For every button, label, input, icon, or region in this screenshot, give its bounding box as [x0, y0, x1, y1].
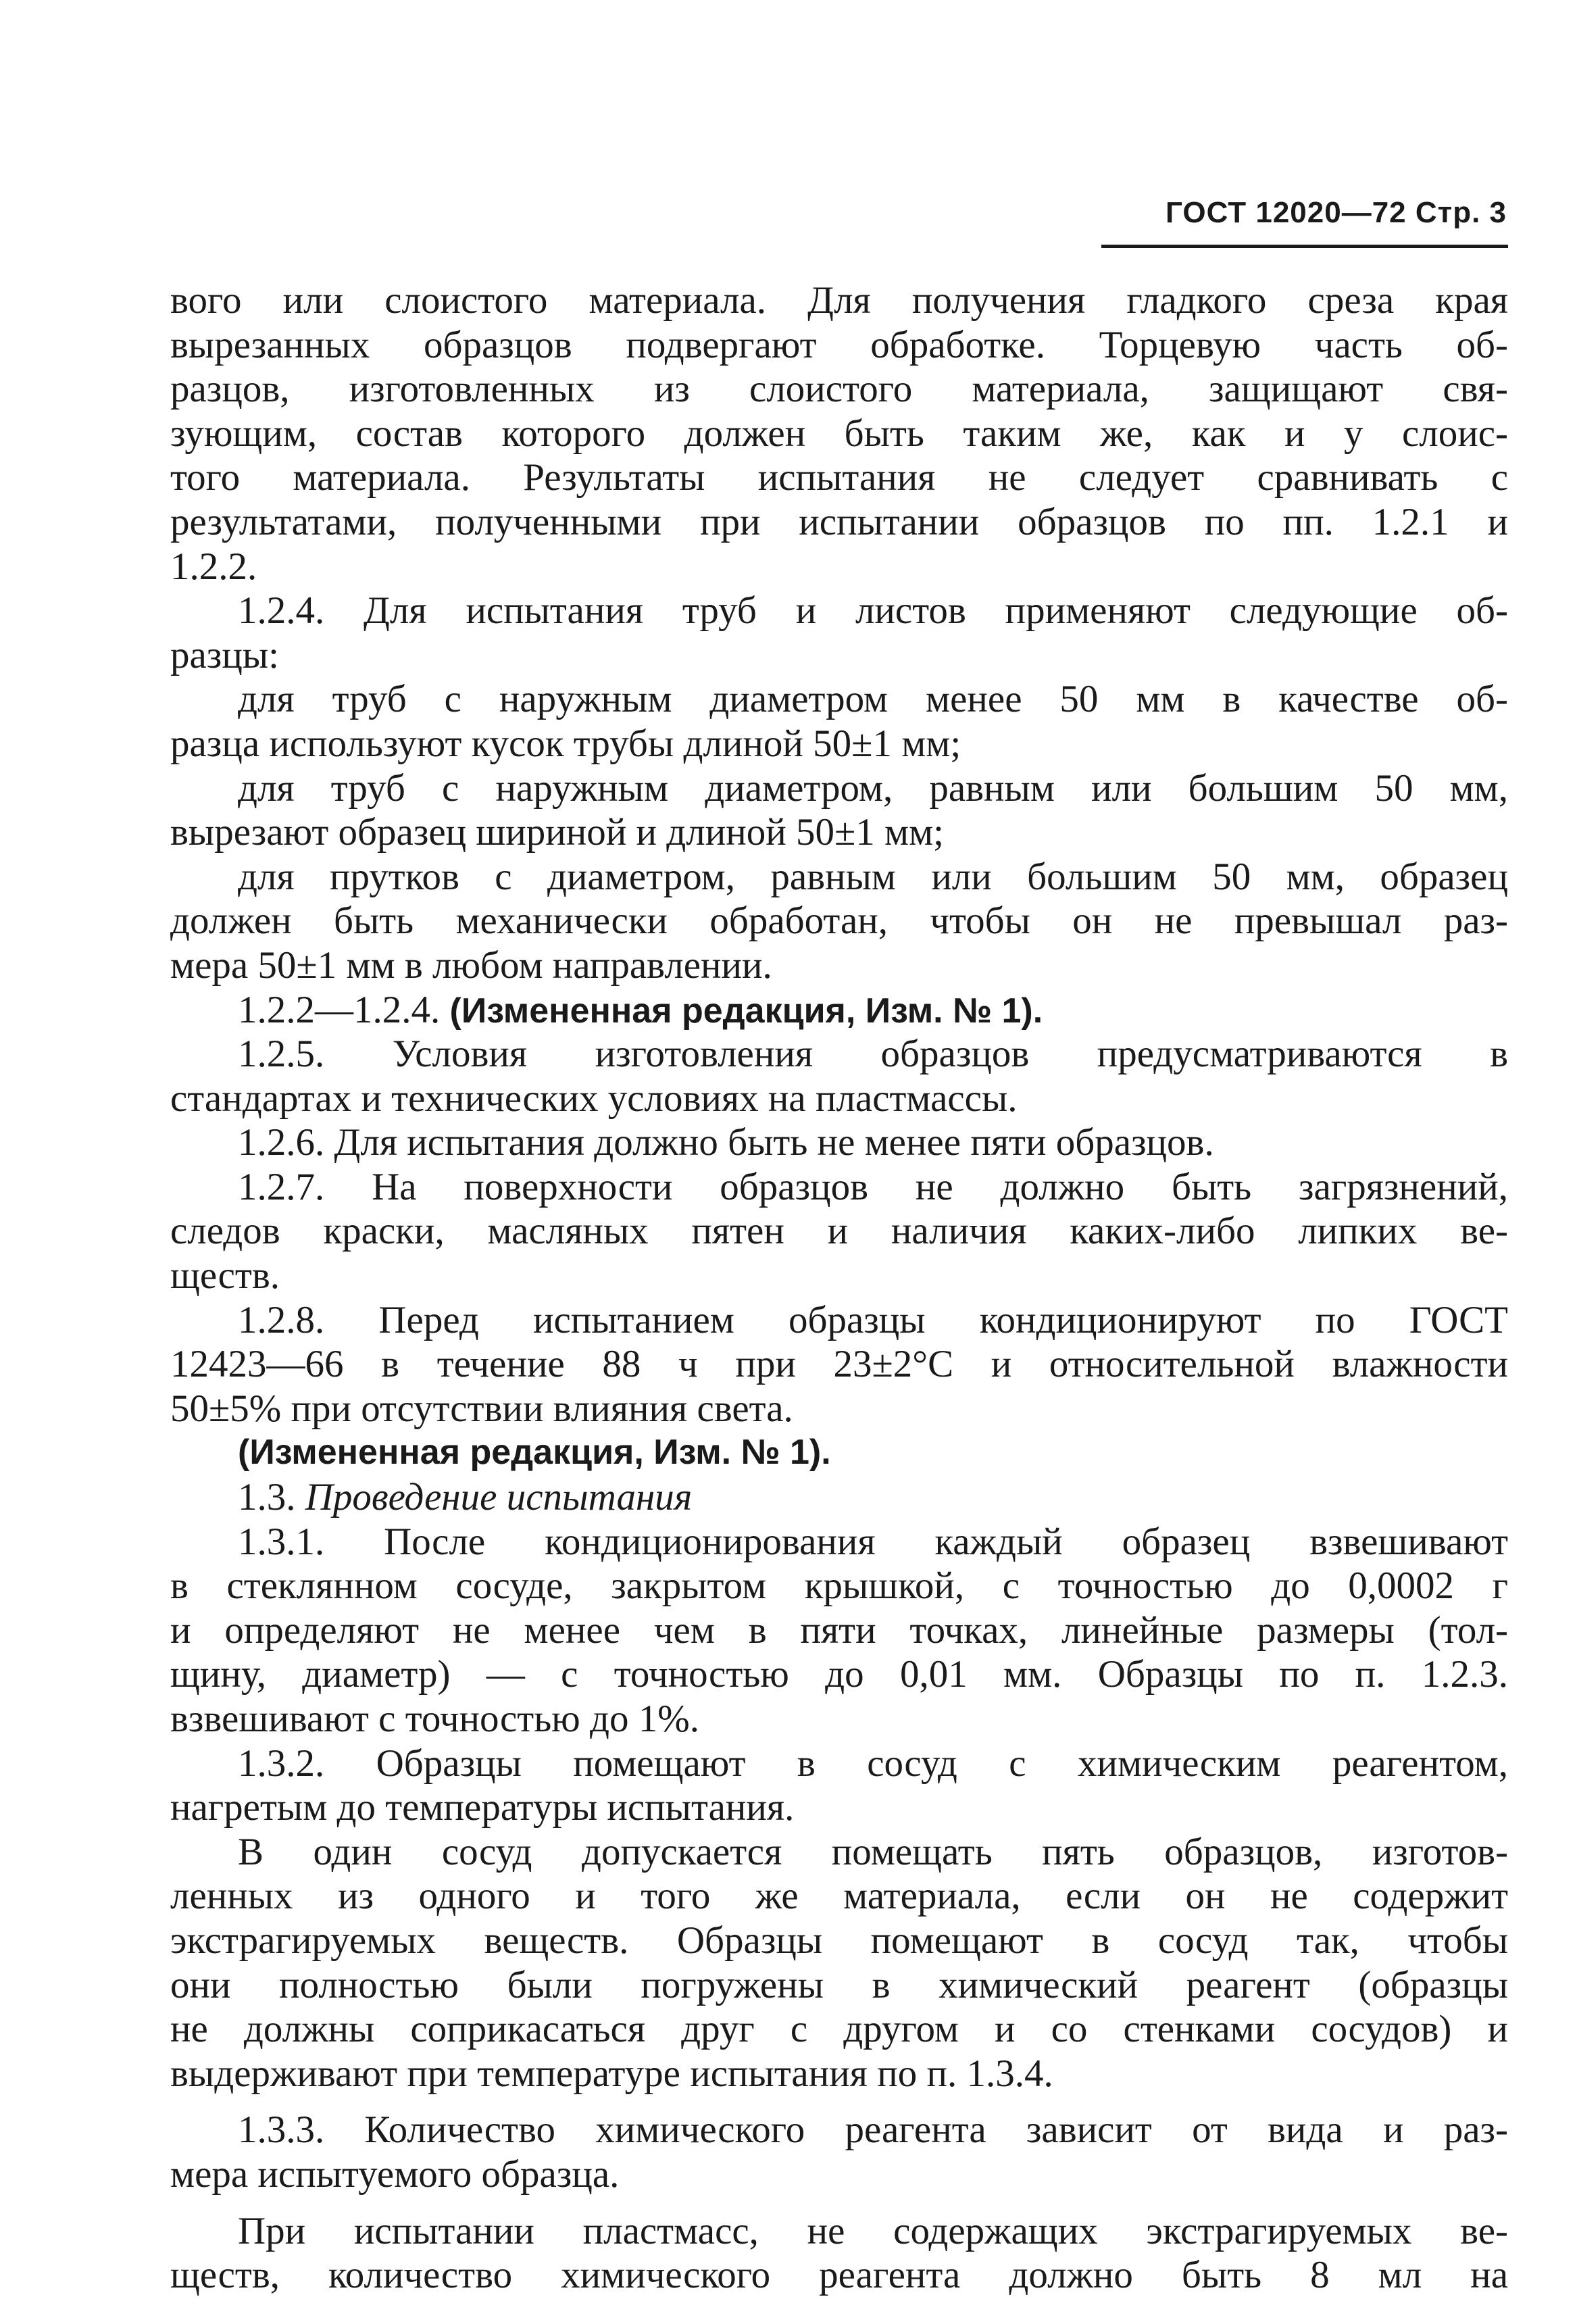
- text-line: стандартах и технических условиях на пластмассы.: [170, 1077, 1018, 1120]
- text-line: для труб с наружным диаметром менее 50 мм в качестве об-: [238, 678, 1508, 721]
- text-line: должен быть механически обработан, чтобы он не превышал раз-: [170, 899, 1508, 943]
- text-line: следов краски, масляных пятен и наличия каких-либо липких ве-: [170, 1210, 1508, 1253]
- paragraph-text: В один сосуд допускается помещать пять образцов, изготов-: [238, 1830, 1508, 1873]
- text-line: выдерживают при температуре испытания по п. 1.3.4.: [170, 2052, 1053, 2095]
- text-line: разцы:: [170, 633, 279, 676]
- paragraph-1-2-4: 1.2.4. Для испытания труб и листов применяют следующие об-: [238, 589, 1508, 633]
- text-line: в стеклянном сосуде, закрытом крышкой, с точностью до 0,0002 г: [170, 1564, 1508, 1608]
- text-line: экстрагируемых веществ. Образцы помещают в сосуд так, чтобы: [170, 1919, 1508, 1962]
- paragraph-1-3-2: 1.3.2. Образцы помещают в сосуд с химическим реагентом,: [238, 1741, 1508, 1785]
- paragraph-1-2-6: 1.2.6. Для испытания должно быть не менее пяти образцов.: [238, 1121, 1214, 1164]
- text-line: ленных из одного и того же материала, если он не содержит: [170, 1875, 1508, 1918]
- paragraph-1-2-8: 1.2.8. Перед испытанием образцы кондиционируют по ГОСТ: [238, 1298, 1508, 1341]
- text-line: зующим, состав которого должен быть таким же, как и у слоис-: [170, 412, 1508, 455]
- text-line: 1.2.2.: [170, 545, 257, 588]
- header-rule: [1101, 245, 1508, 248]
- text-line: мера испытуемого образца.: [170, 2152, 620, 2196]
- text-line: мера 50±1 мм в любом направлении.: [170, 943, 772, 987]
- text-line: и определяют не менее чем в пяти точках, линейные размеры (тол-: [170, 1608, 1508, 1652]
- text-line: ществ.: [170, 1254, 280, 1297]
- paragraph-1-2-5: 1.2.5. Условия изготовления образцов предусматриваются в: [238, 1033, 1508, 1076]
- text-line: разцов, изготовленных из слоистого материала, защищают свя-: [170, 368, 1508, 411]
- paragraph-text: При испытании пластмасс, не содержащих экстрагируемых ве-: [238, 2209, 1508, 2252]
- text-line: разца используют кусок трубы длиной 50±1 мм;: [170, 722, 961, 765]
- paragraph-1-3-3: 1.3.3. Количество химического реагента зависит от вида и раз-: [238, 2108, 1508, 2152]
- text-line: вого или слоистого материала. Для получения гладкого среза края: [170, 279, 1508, 322]
- text-line: нагретым до температуры испытания.: [170, 1786, 795, 1829]
- paragraph-1-3-1: 1.3.1. После кондиционирования каждый образец взвешивают: [238, 1520, 1508, 1563]
- amendment-note: [170, 988, 1508, 1033]
- text-line: того материала. Результаты испытания не следует сравнивать с: [170, 456, 1508, 499]
- text-line: результатами, полученными при испытании образцов по пп. 1.2.1 и: [170, 500, 1508, 543]
- amendment-label: (Измененная редакция, Изм. № 1).: [449, 991, 1043, 1031]
- text-line: вырезанных образцов подвергают обработке. Торцевую часть об-: [170, 323, 1508, 366]
- text-line: ществ, количество химического реагента должно быть 8 мл на: [170, 2254, 1508, 2297]
- text-line: не должны соприкасаться друг с другом и со стенками сосудов) и: [170, 2008, 1508, 2051]
- section-title: Проведение испытания: [305, 1476, 693, 1519]
- page-header: ГОСТ 12020—72 Стр. 3: [1165, 196, 1507, 229]
- amendment-ref: 1.2.2—1.2.4.: [238, 988, 450, 1031]
- section-number: 1.3.: [238, 1476, 305, 1519]
- text-line: взвешивают с точностью до 1%.: [170, 1698, 699, 1740]
- section-heading: [170, 1475, 1508, 1520]
- paragraph-gap: [170, 2197, 1508, 2209]
- paragraph-1-2-7: 1.2.7. На поверхности образцов не должно быть загрязнений,: [238, 1165, 1508, 1208]
- paragraph-gap: [170, 2096, 1508, 2108]
- text-line: 12423—66 в течение 88 ч при 23±2°С и относительной влажности: [170, 1343, 1508, 1386]
- text-line: щину, диаметр) — с точностью до 0,01 мм. Образцы по п. 1.2.3.: [170, 1653, 1508, 1696]
- body-text: [170, 278, 1508, 2298]
- text-line: они полностью были погружены в химический реагент (образцы: [170, 1963, 1508, 2006]
- text-line: 50±5% при отсутствии влияния света.: [170, 1387, 793, 1430]
- amendment-note: (Измененная редакция, Изм. № 1).: [238, 1433, 831, 1473]
- text-line: вырезают образец шириной и длиной 50±1 мм;: [170, 811, 945, 854]
- text-line: для прутков с диаметром, равным или большим 50 мм, образец: [238, 855, 1508, 898]
- text-line: для труб с наружным диаметром, равным или большим 50 мм,: [238, 766, 1508, 810]
